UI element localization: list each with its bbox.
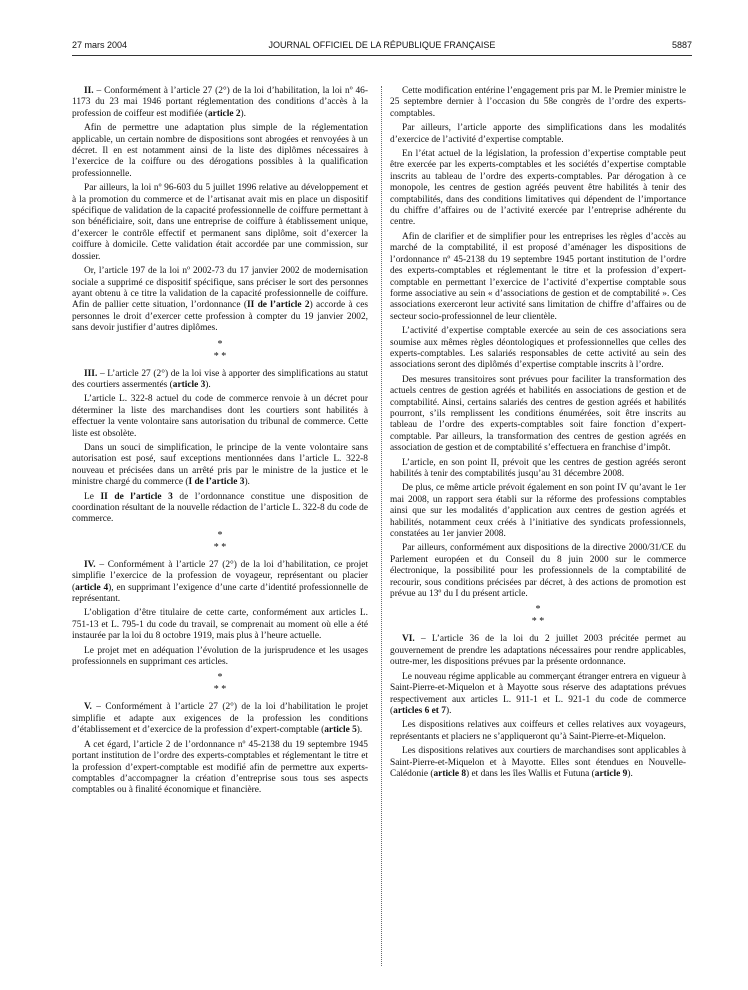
- article-ref: article 2: [207, 108, 241, 119]
- article-ref: articles 6 et 7: [393, 705, 446, 716]
- text: ).: [240, 108, 246, 119]
- header-date: 27 mars 2004: [72, 40, 128, 50]
- text: Dans un souci de simplification, le principe de la vente volontaire sans autorisation est posé, sauf exceptions mentionnées dans l’article L. 322-8 nouveau et précisées dans un arrêté pris par le ministre de la justice et le ministre chargé du commerce (: [72, 442, 368, 488]
- page-header: [72, 40, 692, 54]
- text: ).: [445, 705, 452, 716]
- paragraph: [72, 86, 368, 120]
- paragraph: Par ailleurs, l’article apporte des simplifications dans les modalités d’exercice de l’activité d’expertise comptable.: [390, 123, 686, 145]
- text: ).: [205, 379, 211, 390]
- paragraph: Le projet met en adéquation l’évolution de la jurisprudence et les usages professionnels en supprimant ces articles.: [72, 645, 368, 668]
- left-column: [72, 86, 368, 800]
- section-number: III.: [84, 368, 98, 379]
- article-ref: II de l’article 2: [246, 300, 310, 311]
- article-ref: article 9: [594, 768, 628, 779]
- paragraph: [390, 672, 686, 718]
- right-column: [390, 86, 686, 783]
- separator-stars: * *: [213, 350, 227, 362]
- paragraph: De plus, ce même article prévoit également en son point IV qu’avant le 1er mai 2008, un rapport sera établi sur la réforme des professions comptables ainsi que sur les modalités d’application aux centres de gestion agréés et habilités, notamment ceux créés à l’initiative des syndicats professionnels, constatées au 1er janvier 2008.: [390, 483, 686, 540]
- paragraph: Des mesures transitoires sont prévues pour faciliter la transformation des actuels centres de gestion agréés et habilités en associations de gestion et de comptabilité. Ainsi, certains salariés des centres de gestion agréés et habilités pourront, s’ils remplissent les conditions énumérées, soit être inscrits au tableau de l’ordre des experts-comptables soit faire fonction d’expert-comptable. Par ailleurs, la transformation des centres de gestion agréés en association de gestion et de comptabilité s’effectuera en franchise d’impôt.: [390, 374, 686, 454]
- text: – Conformément à l’article 27 (2°) de la loi d’habilitation le projet simplifie et adapte aux exigences de la profession les conditions d’établissement et d’exercice de la profession d’expert-comptable (: [72, 702, 368, 736]
- section-number: IV.: [84, 559, 96, 570]
- text: ) et dans les îles Wallis et Futuna (: [466, 768, 595, 779]
- paragraph: L’obligation d’être titulaire de cette carte, conformément aux articles L. 751-13 et L. 795-1 du code du travail, se comprenait au moment où elle a été instaurée par la loi du 8 octobre 1919, mais plus à l’heure actuelle.: [72, 608, 368, 642]
- article-ref: article 8: [433, 768, 467, 779]
- separator-star: *: [217, 529, 223, 541]
- section-separator: [72, 339, 368, 363]
- paragraph: [72, 369, 368, 392]
- text: – Conformément à l’article 27 (2°) de la loi d’habilitation, la loi nº 46-1173 du 23 mai 1946 portant réglementation des conditions d’accès à la profession de coiffeur est modifiée (: [72, 86, 368, 119]
- separator-star: *: [217, 338, 223, 350]
- section-number: II.: [84, 86, 94, 96]
- article-ref: article 4: [75, 582, 109, 593]
- paragraph: Cette modification entérine l’engagement pris par M. le Premier ministre le 25 septembre dernier à l’occasion du 58e congrès de l’ordre des experts-comptables.: [390, 86, 686, 119]
- article-ref: I de l’article 3: [188, 477, 245, 488]
- header-rule: [72, 55, 692, 56]
- paragraph: L’article L. 322-8 actuel du code de commerce renvoie à un décret pour déterminer la liste des marchandises dont les courtiers sont habilités à effectuer la vente volontaire sans autorisation du tribunal de commerce. Cette liste est obsolète.: [72, 394, 368, 439]
- section-number: V.: [84, 702, 92, 713]
- text: Les dispositions relatives aux courtiers de marchandises sont applicables à Saint-Pierre-et-Miquelon et à Mayotte. Elles sont étendues en Nouvelle-Calédonie (: [390, 746, 686, 779]
- text: – Conformément à l’article 27 (2°) de la loi d’habilitation, ce projet simplifie l’exercice de la profession de voyageur, représentant ou placier (: [72, 559, 368, 593]
- section-separator: [72, 672, 368, 696]
- paragraph: L’activité d’expertise comptable exercée au sein de ces associations sera soumise aux mêmes règles déontologiques et professionnelles que celles des experts-comptables. Les salariés responsables de cette activité au sein des associations seront des diplômés d’expertise comptable inscrits à l’ordre.: [390, 326, 686, 371]
- paragraph: [72, 492, 368, 526]
- paragraph: A cet égard, l’article 2 de l’ordonnance nº 45-2138 du 19 septembre 1945 portant institution de l’ordre des experts-comptables et réglementant le titre et la profession d’expert-comptable est modifié afin de permettre aux experts-comptables d’accompagner la création d’entreprise sous tous ses aspects comptables ou à finalité économique et financière.: [72, 739, 368, 796]
- article-ref: II de l’article 3: [100, 491, 173, 502]
- paragraph: [72, 266, 368, 334]
- separator-stars: * *: [213, 684, 227, 696]
- paragraph: [72, 560, 368, 606]
- text: Le: [84, 491, 101, 502]
- section-separator: [72, 530, 368, 554]
- separator-star: *: [535, 604, 541, 616]
- paragraph: [390, 634, 686, 668]
- section-separator: [390, 604, 686, 628]
- paragraph: Les dispositions relatives aux coiffeurs et celles relatives aux voyageurs, représentants et placiers ne s’appliqueront qu’à Saint-Pierre-et-Miquelon.: [390, 720, 686, 742]
- paragraph: [72, 443, 368, 489]
- text: Or, l’article 197 de la loi nº 2002-73 du 17 janvier 2002 de modernisation sociale a supprimé ce dispositif spécifique, sans préciser le sort des personnes ayant obtenu à ce titre la validation de la capacité professionnelle de coiffure. Afin de pallier cette situation, l’ordonnance (: [72, 266, 368, 311]
- separator-star: *: [217, 672, 223, 684]
- separator-stars: * *: [213, 541, 227, 553]
- paragraph: Par ailleurs, la loi nº 96-603 du 5 juillet 1996 relative au développement et à la promotion du commerce et de l’artisanat avait mis en place un dispositif spécifique de validation de la capacité professionnelle de coiffure permettant à son bénéficiaire, soit, dans une entreprise de coiffure à établissement unique, d’exercer le contrôle effectif et permanent sans diplôme, soit d’exercer la coiffure à domicile. Cette validation était accordée par une commission, sur dossier.: [72, 183, 368, 262]
- section-number: VI.: [402, 634, 415, 645]
- text: ) accorde à ces personnes le droit d’exercer cette profession à compter du 19 janvier 2002, sans devoir justifier d’autres diplômes.: [72, 300, 369, 334]
- text: ), en supprimant l’exigence d’une carte d’identité professionnelle de représentant.: [72, 582, 368, 605]
- paragraph: Par ailleurs, conformément aux dispositions de la directive 2000/31/CE du Parlement européen et du Conseil du 8 juin 2000 sur le commerce électronique, la possibilité pour les professionnels de la comptabilité de recourir, sous conditions précisées par décret, à des actions de promotion est prévue au 13º du I du présent article.: [390, 543, 686, 600]
- text: ).: [627, 768, 633, 779]
- page-number: 5887: [671, 40, 692, 50]
- paragraph: [390, 746, 686, 780]
- paragraph: Afin de permettre une adaptation plus simple de la réglementation applicable, un certain nombre de dispositions sont abrogées et renvoyées à un décret. Il en est notamment ainsi de la liste des diplômes nécessaires à l’exercice de la coiffure ou des dérogations possibles à la qualification professionnelle.: [72, 123, 368, 179]
- journal-title: JOURNAL OFFICIEL DE LA RÉPUBLIQUE FRANÇAISE: [268, 40, 496, 50]
- article-ref: article 5: [324, 725, 357, 736]
- column-divider: [381, 86, 382, 966]
- text: – L’article 27 (2°) de la loi vise à apporter des simplifications au statut des courtiers assermentés (: [72, 368, 368, 390]
- paragraph: L’article, en son point II, prévoit que les centres de gestion agréés seront habilités à tenir des comptabilités jusqu’au 31 décembre 2008.: [390, 457, 686, 479]
- paragraph: Afin de clarifier et de simplifier pour les entreprises les règles d’accès au marché de la comptabilité, il est proposé d’aménager les dispositions de l’ordonnance nº 45-2138 du 19 septembre 1945 portant institution de l’ordre des experts-comptables et réglementant le titre et la profession d’expert-comptable en permettant l’exercice de l’activité d’expertise comptable sous forme associative au sein « d’associations de gestion et de comptabilité ». Ces associations exerceront leur activité sans limitation de chiffre d’affaires ou de secteur socio-professionnel de leur clientèle.: [390, 231, 686, 322]
- separator-stars: * *: [531, 616, 545, 628]
- text: – L’article 36 de la loi du 2 juillet 2003 précitée permet au gouvernement de prendre les adaptations nécessaires pour rendre applicables, outre-mer, les dispositions prévues par la présente ordonnance.: [390, 634, 686, 668]
- paragraph: En l’état actuel de la législation, la profession d’expertise comptable peut être exercée par les experts-comptables et les sociétés d’expertise comptable inscrits au tableau de l’ordre des experts-comptables. Par dérogation à ce monopole, les centres de gestion agréés peuvent être habilités à tenir des comptabilités, dans des conditions limitatives qui dépendent de l’importance du chiffre d’affaires ou de l’activité exercée par l’entreprise adhérente du centre.: [390, 149, 686, 228]
- text: ).: [244, 477, 250, 488]
- text: Le nouveau régime applicable au commerçant étranger entrera en vigueur à Saint-Pierre-et-Miquelon et à Mayotte sous réserve des adaptations prévues respectivement aux articles L. 911-1 et L. 921-1 du code de commerce (: [390, 671, 686, 716]
- article-ref: article 3: [172, 379, 206, 390]
- text: de l’ordonnance constitue une disposition de coordination résultant de la nouvelle rédaction de l’article L. 322-8 du code de commerce.: [72, 491, 369, 525]
- text: ).: [356, 725, 363, 736]
- paragraph: [72, 702, 368, 736]
